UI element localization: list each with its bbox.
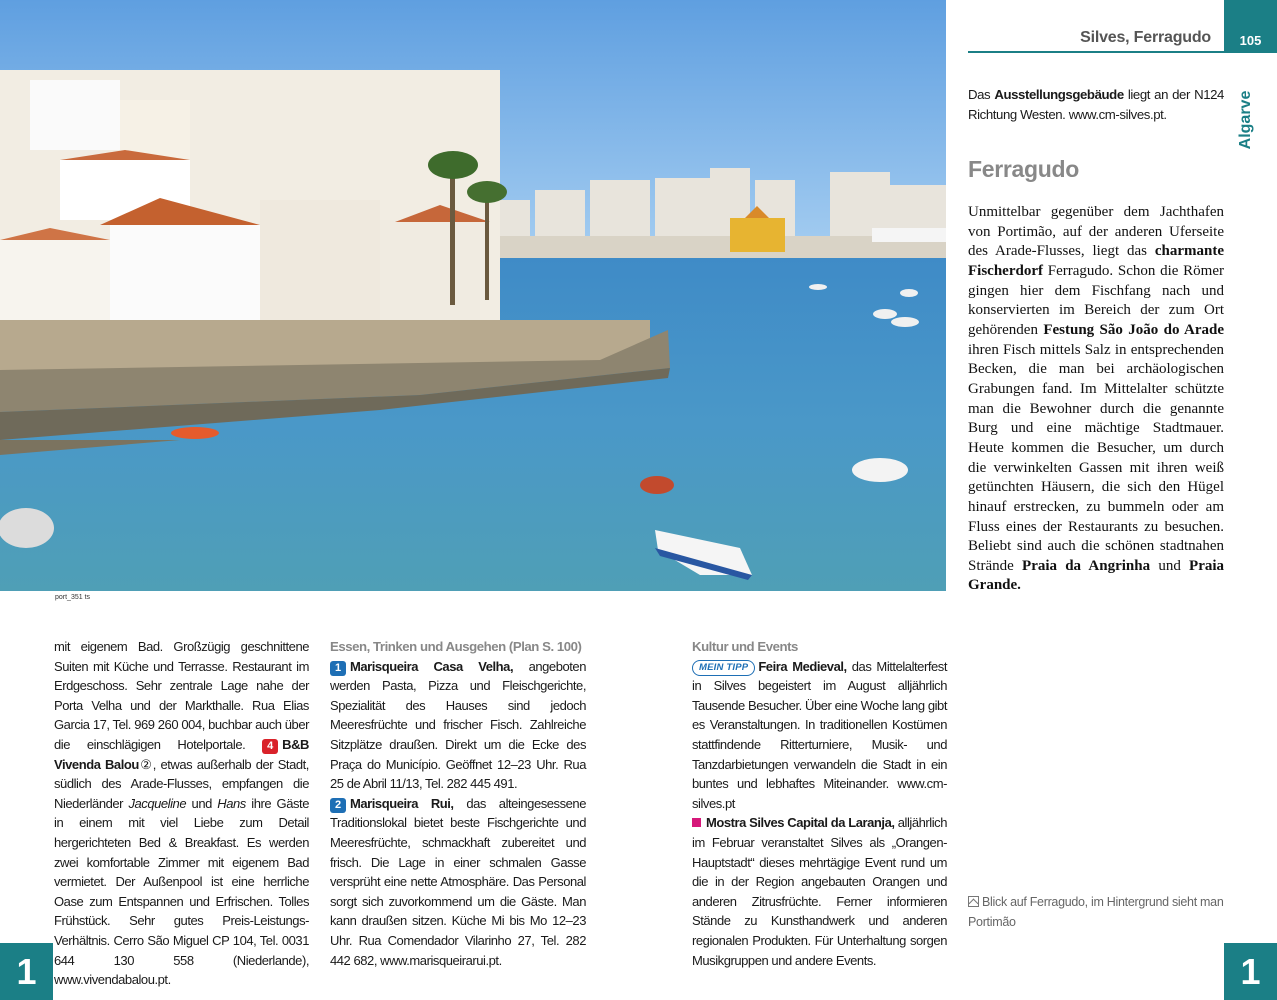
entry-title-feira-medieval: Feira Medieval, (758, 658, 847, 674)
intro-text-1: Das (968, 87, 995, 102)
culture-heading: Kultur und Events (692, 639, 798, 654)
photo-caption-arrow-icon (968, 896, 979, 907)
photo-caption (968, 892, 1228, 932)
harbour-photo (0, 0, 946, 591)
entry-text-feira-medieval: das Mittelalterfest in Silves begeistert im August alljährlich Tausende Besucher. Über eine Woche lang gibt es Veranstaltungen. In traditionellen Kostümen stattfindende Ritterturniere, Musik- und Tanzdarbietungen verwandeln die Stadt in ein buntes und lebhaftes Miteinander. www.cm-silves.pt (692, 658, 947, 811)
column-culture (692, 637, 947, 970)
event-square-icon (692, 818, 701, 827)
column1-text-3: und (186, 795, 218, 811)
chapter-tab-left: 1 (0, 943, 53, 1000)
food-heading: Essen, Trinken und Ausgehen (Plan S. 100) (330, 639, 582, 654)
column1-text-1: mit eigenem Bad. Großzügig geschnittene Suiten mit Küche und Terrasse. Restaurant im Erdgeschoss. Sehr zentrale Lage nahe der Porta Velha und der Markthalle. Rua Elias Garcia 17, Tel. 969 260 004, buchbar auch über die einschlägigen Hotelportale. (54, 639, 309, 752)
intro-paragraph (968, 85, 1224, 125)
running-header-title: Silves, Ferragudo (1080, 29, 1211, 46)
column1-text-2: , etwas außerhalb der Stadt, südlich des Arade-Flusses, empfangen die Niederländer (54, 756, 309, 811)
column-food (330, 637, 586, 970)
entry-title-marisqueira-rui: Marisqueira Rui, (350, 795, 454, 811)
price-symbol: ② (138, 756, 153, 772)
photo-credit: port_351 ts (55, 594, 91, 601)
entry-title-vivenda-balou: B&B Vivenda Balou (54, 736, 309, 772)
header-rule (968, 51, 1224, 53)
entry-marisqueira-rui (330, 794, 586, 970)
body-run-1: charmante Fischerdorf (968, 243, 1224, 279)
region-side-tab-label: Algarve (1237, 90, 1254, 150)
name-hans: Hans (217, 795, 246, 811)
ferragudo-body-text (968, 203, 1224, 596)
entry-title-mostra-laranja: Mostra Silves Capital da Laranja, (706, 815, 895, 831)
chapter-tab-right: 1 (1224, 943, 1277, 1000)
entry-casa-velha (330, 657, 586, 794)
body-run-6: und (1150, 557, 1190, 574)
map-marker-2: 2 (330, 798, 346, 813)
body-run-3: Festung São João do Arade (1043, 321, 1225, 338)
column-accommodation (54, 637, 309, 990)
body-run-0: Unmittelbar gegenüber dem Jachthafen von Portimão, auf der anderen Uferseite des Arade-Flusses, liegt das (968, 204, 1224, 260)
column1-text-4: ihre Gäste in einem mit viel Liebe zum Detail hergerichteten Bed & Breakfast. Es werden zwei komfortable Zimmer mit eigenem Bad vermietet. Der Außenpool ist eine herrliche Oase zum Entspannen und Erfrischen. Tolles Frühstück. Sehr gutes Preis-Leistungs-Verhältnis. Cerro São Miguel CP 104, Tel. 0031 644 130 558 (Niederlande), www.vivendabalou.pt. (54, 795, 309, 988)
body-run-4: ihren Fisch mittels Salz in entsprechenden Becken, die man bei archäologischen Grabungen fand. Im Mittelalter schützte man die Bewohner durch die genannte Burg und eine mächtige Stadtmauer. Heute kommen die Besucher, um durch die verwinkelten Gassen mit ihren weiß getünchten Häusern, die sich den Hügel hinauf erstrecken, zu bummeln oder am Fluss eines der Restaurants zu besuchen. Beliebt sind auch die schönen stadtnahen Strände (968, 341, 1224, 574)
entry-feira-medieval (692, 657, 947, 814)
entry-mostra-laranja (692, 813, 947, 970)
intro-bold: Ausstellungsgebäude (994, 87, 1124, 102)
body-run-7: Praia Grande. (968, 557, 1225, 594)
section-heading-ferragudo: Ferragudo (968, 156, 1080, 182)
region-side-tab (1232, 85, 1260, 155)
body-run-5: Praia da Angrinha (1022, 557, 1151, 574)
page-number (1224, 0, 1277, 53)
map-marker-4: 4 (262, 739, 278, 754)
entry-text-casa-velha: angeboten werden Pasta, Pizza und Fleischgerichte, Spezialität des Hauses sind jedoch Meeresfrüchte und frischer Fisch. Zahlreiche Sitzplätze draußen. Direkt um die Ecke des Praça do Município. Geöffnet 12–23 Uhr. Rua 25 de Abril 11/13, Tel. 282 445 491. (330, 658, 586, 792)
mein-tipp-badge: MEIN TIPP (692, 660, 755, 676)
page-number-label: 105 (1239, 33, 1262, 48)
name-jacqueline: Jacqueline (128, 795, 187, 811)
intro-text-2: liegt an der N124 Richtung Westen. www.cm-silves.pt. (968, 87, 1224, 122)
photo-caption-text: Blick auf Ferragudo, im Hintergrund sieht man Portimão (968, 895, 1224, 929)
map-marker-1: 1 (330, 661, 346, 676)
entry-text-marisqueira-rui: das alteingesessene Traditionslokal bietet beste Fischgerichte und Meeresfrüchte, schmackhaft zubereitet und frisch. Die Lage in einer schmalen Gasse versprüht eine nette Atmosphäre. Das Personal sorgt sich zuvorkommend um die Gäste. Man kann draußen sitzen. Küche Mi bis Mo 12–23 Uhr. Rua Comendador Vilarinho 27, Tel. 282 442 682, www.marisqueirarui.pt. (330, 795, 586, 968)
entry-title-casa-velha: Marisqueira Casa Velha, (350, 658, 514, 674)
entry-text-mostra-laranja: alljährlich im Februar veranstaltet Silves als „Orangen-Hauptstadt“ dieses mehrtägige Event rund um die in der Region angebauten Orangen und anderen Zitrusfrüchte. Ferner informieren Stände zu Kunsthandwerk und anderen regionalen Produkten. Für Unterhaltung sorgen Musikgruppen und andere Events. (692, 815, 948, 968)
body-run-2: Ferragudo. Schon die Römer gingen hier dem Fischfang nach und konservierten im Bereich der zum Ort gehörenden (968, 262, 1224, 338)
